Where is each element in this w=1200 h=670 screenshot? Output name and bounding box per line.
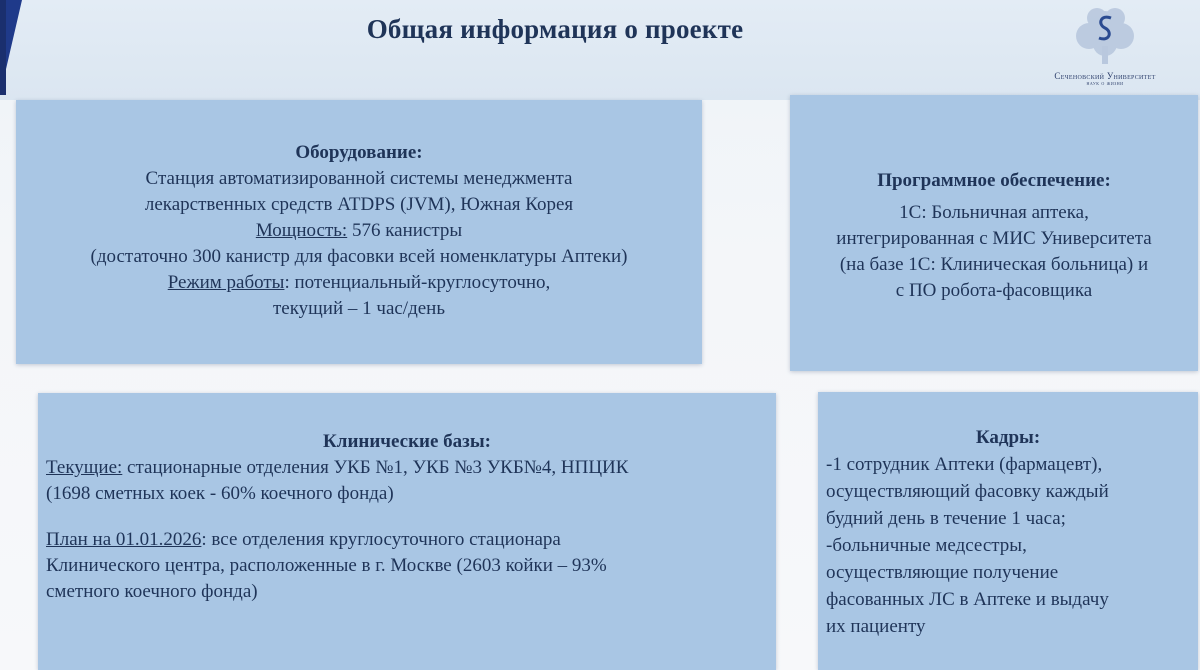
logo-tagline: наук о жизни [1086, 81, 1124, 87]
software-heading: Программное обеспечение: [877, 170, 1111, 191]
clinical-line: Клинического центра, расположенные в г. Москве (2603 койки – 93% [46, 555, 607, 576]
capacity-value: 576 канистры [347, 220, 463, 241]
staff-heading: Кадры: [975, 427, 1041, 448]
clinical-current [46, 455, 768, 481]
staff-line: осуществляющий фасовку каждый [826, 481, 1109, 502]
staff-line: -1 сотрудник Аптеки (фармацевт), [826, 454, 1103, 475]
plan-label: План на 01.01.2026 [46, 529, 202, 550]
software-line: с ПО робота-фасовщика [895, 280, 1093, 301]
staff-box [818, 392, 1198, 670]
current-value: стационарные отделения УКБ №1, УКБ №3 УКБ№4, НПЦИК [122, 457, 629, 478]
tree-logo-icon [1065, 6, 1145, 70]
equipment-line: Станция автоматизированной системы менеджмента [145, 168, 573, 189]
equipment-heading: Оборудование: [295, 142, 423, 163]
equipment-capacity [16, 218, 702, 244]
software-line: интегрированная с МИС Университета [836, 228, 1152, 249]
logo-name: Сеченовский Университет [1054, 71, 1156, 81]
staff-body [818, 451, 1198, 640]
equipment-mode [16, 270, 702, 296]
current-label: Текущие: [46, 457, 123, 478]
staff-line: фасованных ЛС в Аптеке и выдачу [826, 589, 1109, 610]
staff-line: -больничные медсестры, [826, 535, 1027, 556]
software-line: 1С: Больничная аптека, [899, 202, 1089, 223]
clinical-plan [46, 527, 768, 553]
staff-line: их пациенту [826, 616, 926, 637]
plan-value: : все отделения круглосуточного стационара [201, 529, 561, 550]
mode-value: : потенциальный-круглосуточно, [284, 272, 551, 293]
equipment-line: текущий – 1 час/день [272, 298, 446, 319]
clinical-heading: Клинические базы: [323, 431, 491, 452]
spacer [46, 507, 768, 527]
mode-label: Режим работы [167, 272, 285, 293]
clinical-line: (1698 сметных коек - 60% коечного фонда) [46, 483, 394, 504]
staff-line: осуществляющие получение [826, 562, 1059, 583]
capacity-label: Мощность: [255, 220, 348, 241]
slide-title: Общая информация о проекте [366, 14, 744, 44]
equipment-line: лекарственных средств ATDPS (JVM), Южная Корея [144, 194, 574, 215]
equipment-line: (достаточно 300 канистр для фасовки всей номенклатуры Аптеки) [90, 246, 628, 267]
clinical-line: сметного коечного фонда) [46, 581, 258, 602]
university-logo [1030, 6, 1180, 98]
software-line: (на базе 1С: Клиническая больница) и [839, 254, 1149, 275]
software-box [790, 95, 1198, 371]
clinical-box [38, 393, 776, 670]
staff-line: будний день в течение 1 часа; [826, 508, 1066, 529]
equipment-box [16, 100, 702, 364]
